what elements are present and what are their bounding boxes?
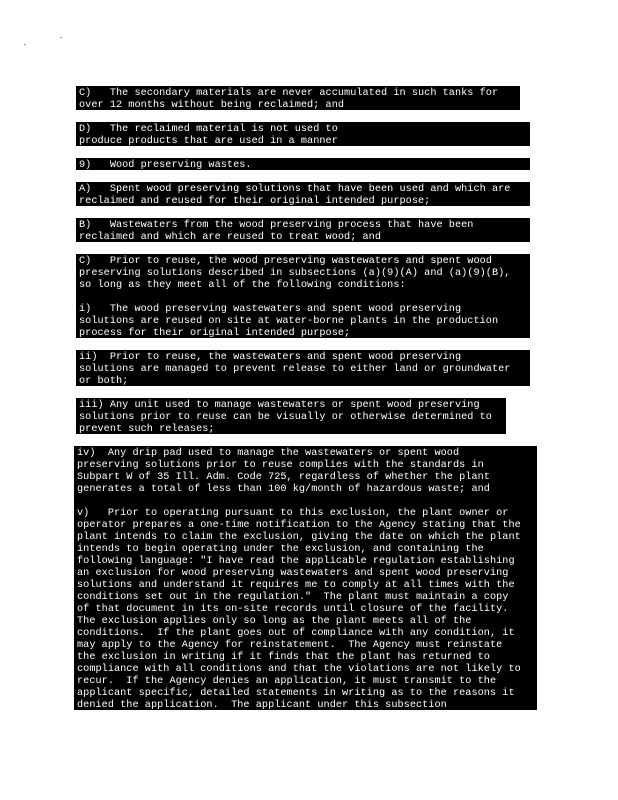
text-line: preserving solutions prior to reuse complies with the standards in [77, 460, 484, 471]
text-line: conditions set out in the regulation." The plant must maintain a copy [77, 592, 509, 603]
text-line: iii) Any unit used to manage wastewaters or spent wood preserving [79, 400, 480, 411]
text-line [77, 496, 534, 508]
text-line [79, 292, 527, 304]
text-line: iv) Any drip pad used to manage the wastewaters or spent wood [77, 448, 460, 459]
text-line: plant intends to claim the exclusion, giving the date on which the plant [77, 532, 521, 543]
text-line: reclaimed and which are reused to treat wood; and [79, 232, 382, 242]
text-line: produce products that are used in a manner [79, 136, 338, 146]
text-line: The exclusion applies only so long as the plant meets all of the [77, 616, 472, 627]
text-line: solutions prior to reuse can be visually or otherwise determined to [79, 412, 492, 423]
text-line: compliance with all conditions and that the violations are not likely to [77, 664, 521, 675]
text-line: C) Prior to reuse, the wood preserving wastewaters and spent wood [79, 256, 492, 267]
text-line: conditions. If the plant goes out of compliance with any condition, it [77, 628, 515, 639]
text-line: over 12 months without being reclaimed; and [79, 100, 345, 110]
block-9-wood-preserving-wastes [76, 158, 530, 170]
block-a-spent-solutions [76, 182, 530, 206]
text-line: process for their original intended purpose; [79, 328, 351, 338]
text-line: denied the application. The applicant under this subsection [77, 700, 447, 710]
text-line: 9) Wood preserving wastes. [79, 160, 252, 170]
text-line: following language: "I have read the applicable regulation establishing [77, 556, 515, 567]
text-line: operator prepares a one-time notification to the Agency stating that the [77, 520, 521, 531]
text-line: Subpart W of 35 Ill. Adm. Code 725, regardless of whether the plant [77, 472, 490, 483]
text-line: applicant specific, detailed statements in writing as to the reasons it [77, 688, 515, 699]
text-line: an exclusion for wood preserving wastewaters and spent wood preserving [77, 568, 509, 579]
text-line: recur. If the Agency denies an application, it must transmit to the [77, 676, 497, 687]
text-line: D) The reclaimed material is not used to [79, 124, 338, 135]
scan-speck [60, 37, 62, 38]
block-d-reclaimed-material [76, 122, 530, 146]
block-ii-managed [76, 350, 530, 386]
text-line: A) Spent wood preserving solutions that have been used and which are [79, 184, 511, 195]
block-iii-unit [76, 398, 506, 434]
text-line: i) The wood preserving wastewaters and spent wood preserving [79, 304, 462, 315]
text-line: solutions and understand it requires me to comply at all times with the [77, 580, 515, 591]
text-line: solutions are reused on site at water-borne plants in the production [79, 316, 499, 327]
block-iv-v-drip-pad-and-notification [74, 446, 537, 710]
text-line: the exclusion in writing if it finds that the plant has returned to [77, 652, 490, 663]
block-c-secondary-materials [76, 86, 520, 110]
block-c-prior-to-reuse [76, 254, 530, 338]
text-line: C) The secondary materials are never accumulated in such tanks for [79, 88, 499, 99]
text-line: reclaimed and reused for their original intended purpose; [79, 196, 431, 206]
text-line: v) Prior to operating pursuant to this exclusion, the plant owner or [77, 508, 509, 519]
text-line: generates a total of less than 100 kg/month of hazardous waste; and [77, 484, 490, 495]
text-line: may apply to the Agency for reinstatement. The Agency must reinstate [77, 640, 503, 651]
text-line: B) Wastewaters from the wood preserving process that have been [79, 220, 474, 231]
text-line: so long as they meet all of the following conditions: [79, 280, 406, 291]
text-line: of that document in its on-site records until closure of the facility. [77, 604, 509, 615]
scan-speck [24, 44, 26, 45]
text-line: preserving solutions described in subsections (a)(9)(A) and (a)(9)(B), [79, 268, 511, 279]
text-line: intends to begin operating under the exclusion, and containing the [77, 544, 484, 555]
block-b-wastewaters [76, 218, 530, 242]
text-line: solutions are managed to prevent release to either land or groundwater [79, 364, 511, 375]
text-line: or both; [79, 376, 129, 386]
text-line: prevent such releases; [79, 424, 215, 434]
text-line: ii) Prior to reuse, the wastewaters and spent wood preserving [79, 352, 462, 363]
